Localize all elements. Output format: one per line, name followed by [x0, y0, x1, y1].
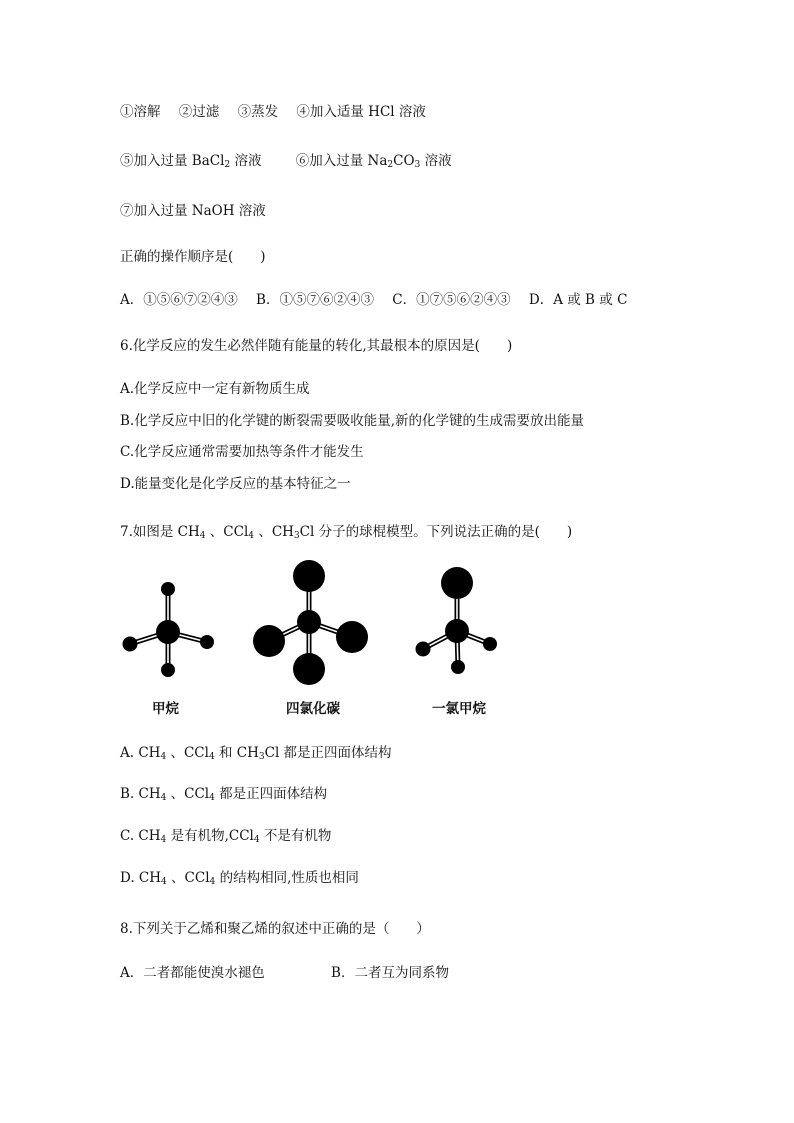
q7-stem-sub-1: 4	[199, 531, 206, 541]
step-6-co: CO	[393, 153, 415, 169]
methane-carbon-atom	[156, 620, 180, 644]
q7-d-sub-2: 4	[209, 877, 216, 887]
ccl4-carbon-atom	[297, 610, 321, 634]
q6-option-a: A.化学反应中一定有新物质生成	[120, 381, 310, 397]
ch3cl-chlorine-atom	[441, 567, 473, 599]
q7-a-sub-2: 4	[208, 752, 215, 762]
q7-stem-sub-2: 4	[248, 531, 255, 541]
ch3cl-carbon-atom	[445, 619, 469, 643]
q6-stem: 6.化学反应的发生必然伴随有能量的转化,其最根本的原因是( )	[120, 338, 513, 354]
q7-b-part-1: B. CH	[120, 786, 161, 802]
q7-c-part-2: 是有机物,CCl	[166, 828, 254, 844]
ch3cl-hydrogen-atom	[451, 660, 465, 674]
q7-d-part-1: D. CH	[120, 870, 162, 886]
q7-a-part-3: 和 CH	[214, 745, 259, 761]
q7-d-part-3: 的结构相同,性质也相同	[215, 870, 359, 886]
q7-a-sub-3: 3	[258, 752, 265, 762]
q7-stem	[120, 523, 572, 545]
ccl4-chlorine-atom	[293, 653, 325, 685]
steps-row-2	[120, 152, 452, 174]
step-5-suffix: 溶液	[230, 153, 262, 169]
q5-options	[120, 291, 627, 309]
q7-d-part-2: 、CCl	[166, 870, 210, 886]
ccl4-chlorine-atom	[253, 625, 285, 657]
q7-a-part-2: 、CCl	[166, 745, 209, 761]
q7-option-d	[120, 869, 359, 891]
steps-row-1	[120, 103, 426, 121]
model-label-methane: 甲烷	[152, 701, 179, 717]
q6-option-c: C.化学反应通常需要加热等条件才能发生	[120, 444, 364, 460]
ccl4-chlorine-atom	[293, 560, 325, 592]
q8-option-a: A．二者都能使溴水褪色	[120, 965, 265, 981]
q5-option-c: C．①⑦⑤⑥②④③	[392, 292, 511, 308]
step-6-suffix: 溶液	[420, 153, 452, 169]
q5-option-a: A．①⑤⑥⑦②④③	[120, 292, 238, 308]
ch3cl-hydrogen-atom	[416, 642, 431, 657]
methane-hydrogen-atom	[200, 635, 214, 649]
q5-option-d: D．A 或 B 或 C	[528, 292, 628, 308]
q7-stem-part-2: 、CCl	[205, 524, 249, 540]
q5-option-b: B．①⑤⑦⑥②④③	[256, 292, 374, 308]
step-6	[296, 153, 452, 169]
methane-model	[123, 582, 215, 677]
q5-prompt: 正确的操作顺序是( )	[120, 249, 266, 265]
step-4: ④加入适量 HCl 溶液	[296, 104, 426, 120]
step-1: ①溶解	[120, 104, 161, 120]
methane-hydrogen-atom	[161, 582, 175, 596]
q7-a-part-1: A. CH	[120, 745, 161, 761]
model-label-ccl4: 四氯化碳	[286, 701, 340, 717]
q6-option-b: B.化学反应中旧的化学键的断裂需要吸收能量,新的化学键的生成需要放出能量	[120, 413, 585, 429]
q8-options	[120, 964, 449, 982]
ball-stick-models	[110, 555, 510, 695]
ch3cl-model	[416, 567, 498, 674]
q8-option-b: B．二者互为同系物	[331, 965, 449, 981]
q7-c-sub-1: 4	[160, 835, 167, 845]
methane-hydrogen-atom	[123, 637, 138, 652]
step-7: ⑦加入过量 NaOH 溶液	[120, 203, 266, 219]
q7-stem-part-3: 、CH	[254, 524, 294, 540]
q7-b-part-2: 、CCl	[166, 786, 210, 802]
ccl4-chlorine-atom	[336, 621, 368, 653]
step-5-text: ⑤加入过量 BaCl	[120, 153, 225, 169]
step-6-text: ⑥加入过量 Na	[295, 153, 388, 169]
step-3: ③蒸发	[237, 104, 279, 120]
step-5	[120, 153, 261, 169]
q7-option-a	[120, 744, 392, 766]
step-5-subscript: 2	[224, 160, 231, 170]
q7-c-part-3: 不是有机物	[259, 828, 332, 844]
q7-stem-part-4: Cl 分子的球棍模型。下列说法正确的是( )	[299, 524, 573, 540]
q7-d-sub-1: 4	[161, 877, 167, 887]
ch3cl-hydrogen-atom	[483, 637, 497, 651]
q7-b-part-3: 都是正四面体结构	[214, 786, 328, 802]
q7-stem-sub-3: 3	[293, 531, 300, 541]
step-2: ②过滤	[178, 104, 220, 120]
methane-hydrogen-atom	[161, 663, 175, 677]
steps-row-3	[120, 202, 266, 220]
q7-stem-part-1: 7.如图是 CH	[120, 524, 200, 540]
q7-option-b	[120, 785, 327, 807]
q7-c-part-1: C. CH	[120, 828, 161, 844]
ccl4-model	[253, 560, 368, 685]
q7-a-part-4: Cl 都是正四面体结构	[264, 745, 392, 761]
q6-option-d: D.能量变化是化学反应的基本特征之一	[120, 476, 351, 492]
q7-b-sub-1: 4	[160, 793, 167, 803]
step-6-subscript-2: 3	[414, 160, 421, 170]
q7-b-sub-2: 4	[209, 793, 215, 803]
q8-stem: 8.下列关于乙烯和聚乙烯的叙述中正确的是（ ）	[120, 921, 430, 937]
q7-a-sub-1: 4	[160, 752, 167, 762]
q7-option-c	[120, 827, 331, 849]
step-6-subscript-1: 2	[387, 160, 394, 170]
model-label-ch3cl: 一氯甲烷	[432, 701, 486, 717]
q7-c-sub-2: 4	[253, 835, 260, 845]
